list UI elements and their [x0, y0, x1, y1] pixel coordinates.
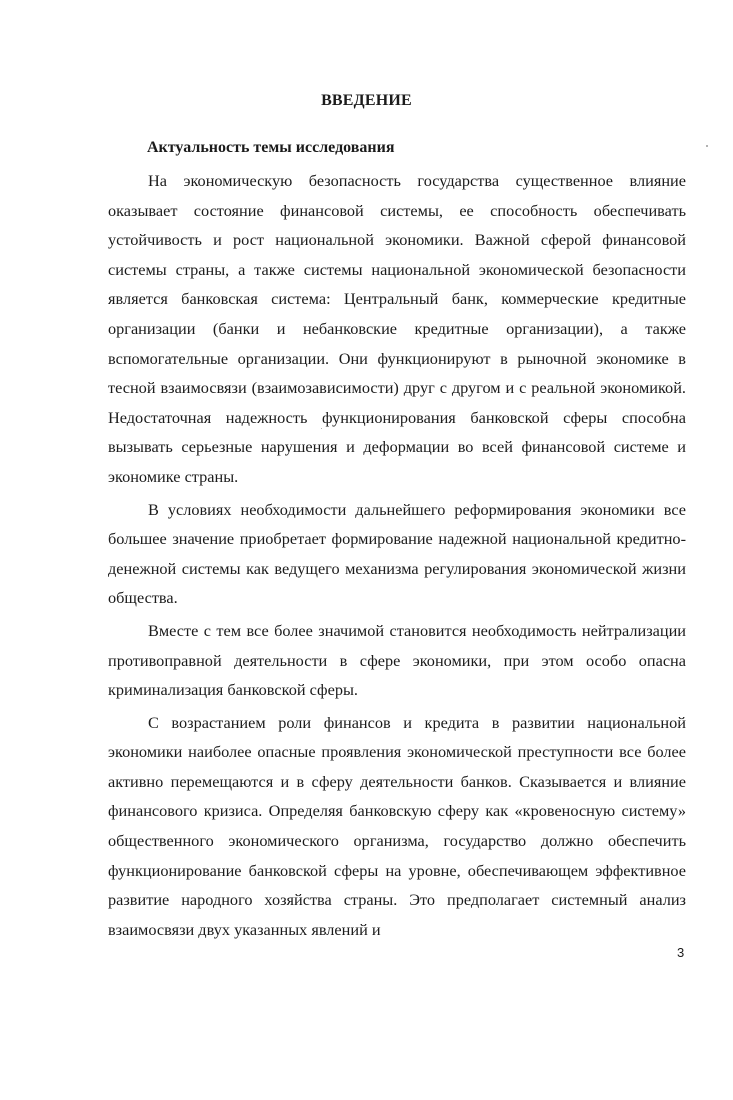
section-heading: Актуальность темы исследования — [147, 139, 395, 156]
body-text — [108, 166, 686, 944]
page-number: 3 — [677, 945, 685, 960]
paragraph-2: В условиях необходимости дальнейшего реформирования экономики все большее значение приобретает формирование надежной национальной кредитно-денежной системы как ведущего механизма регулирования экономической жизни общества. — [108, 499, 686, 608]
scan-speck — [321, 428, 322, 429]
scan-speck — [706, 145, 708, 147]
page-title: ВВЕДЕНИЕ — [321, 92, 412, 109]
paragraph-3: Вместе с тем все более значимой становится необходимость нейтрализации противоправной деятельности в сфере экономики, при этом особо опасна криминализация банковской сферы. — [108, 620, 686, 700]
paragraph-1: На экономическую безопасность государства существенное влияние оказывает состояние финансовой системы, ее способность обеспечивать устойчивость и рост национальной экономики. Важной сферой финансовой системы страны, а также системы национальной экономической безопасности является банковская система: Центральный банк, коммерческие кредитные организации (банки и небанковские кредитные организации), а также вспомогательные организации. Они функционируют в рыночной экономике в тесной взаимосвязи (взаимозависимости) друг с другом и с реальной экономикой. Недостаточная надежность функционирования банковской сферы способна вызывать серьезные нарушения и деформации во всей финансовой системе и экономике страны. — [108, 171, 686, 486]
paragraph-4: С возрастанием роли финансов и кредита в развитии национальной экономики наиболее опасные проявления экономической преступности все более активно перемещаются и в сферу деятельности банков. Сказывается и влияние финансового кризиса. Определяя банковскую сферу как «кровеносную систему» общественного экономического организма, государство должно обеспечить функционирование банковской сферы на уровне, обеспечивающем эффективное развитие народного хозяйства страны. Это предполагает системный анализ взаимосвязи двух указанных явлений и — [108, 712, 686, 939]
